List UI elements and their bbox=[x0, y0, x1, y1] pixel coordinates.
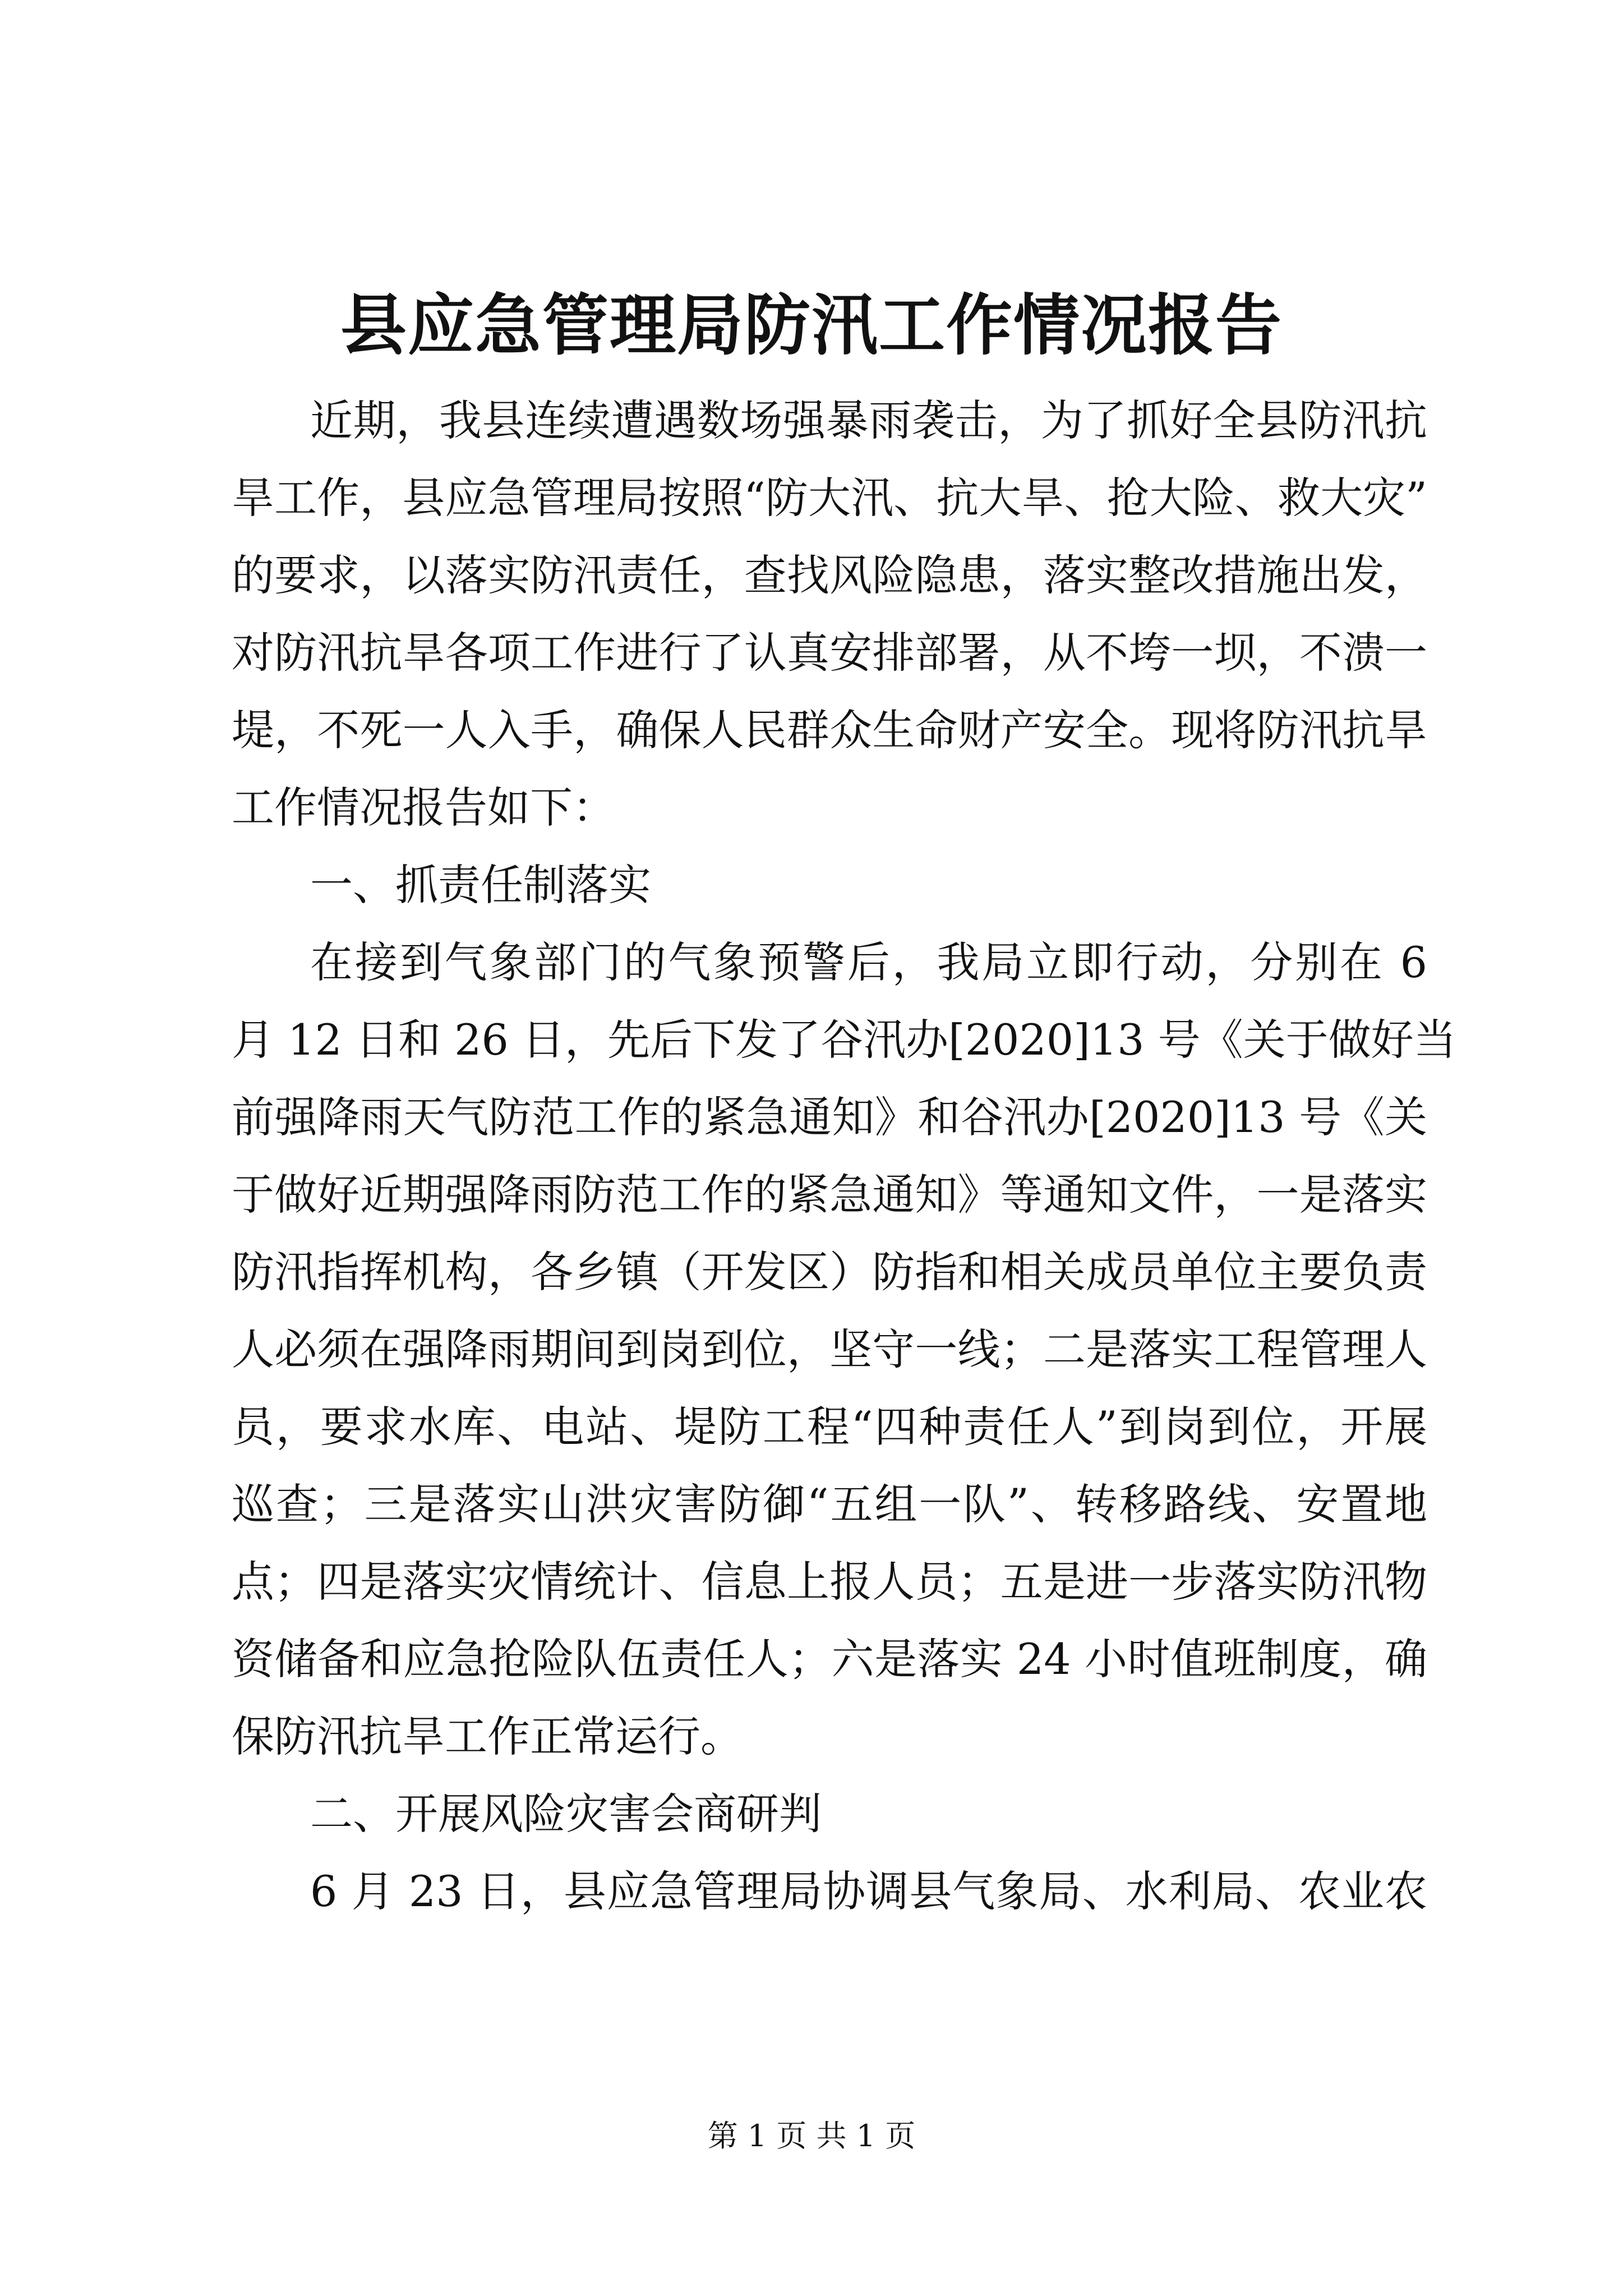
body-line: 员，要求水库、电站、堤防工程“四种责任人”到岗到位，开展 bbox=[232, 1402, 1427, 1452]
body-line: 的要求，以落实防汛责任，查找风险隐患，落实整改措施出发， bbox=[232, 550, 1427, 600]
body-line: 前强降雨天气防范工作的紧急通知》和谷汛办[2020]13 号《关 bbox=[232, 1092, 1427, 1142]
body-line: 6 月 23 日，县应急管理局协调县气象局、水利局、农业农 bbox=[310, 1866, 1427, 1916]
section-heading: 二、开展风险灾害会商研判 bbox=[310, 1789, 822, 1839]
document-title: 县应急管理局防汛工作情况报告 bbox=[340, 286, 1283, 364]
body-line: 资储备和应急抢险队伍责任人；六是落实 24 小时值班制度，确 bbox=[232, 1634, 1427, 1684]
section-heading: 一、抓责任制落实 bbox=[310, 860, 651, 910]
body-line: 堤，不死一人入手，确保人民群众生命财产安全。现将防汛抗旱 bbox=[232, 705, 1427, 755]
page-footer: 第 1 页 共 1 页 bbox=[707, 2118, 916, 2154]
body-line: 巡查；三是落实山洪灾害防御“五组一队”、转移路线、安置地 bbox=[232, 1479, 1427, 1529]
body-line: 旱工作，县应急管理局按照“防大汛、抗大旱、抢大险、救大灾” bbox=[232, 473, 1427, 523]
body-line: 人必须在强降雨期间到岗到位，坚守一线；二是落实工程管理人 bbox=[232, 1324, 1427, 1374]
body-line: 月 12 日和 26 日，先后下发了谷汛办[2020]13 号《关于做好当 bbox=[232, 1015, 1456, 1065]
body-line: 工作情况报告如下： bbox=[232, 783, 615, 832]
body-line: 在接到气象部门的气象预警后，我局立即行动，分别在 6 bbox=[310, 937, 1427, 987]
body-line: 保防汛抗旱工作正常运行。 bbox=[232, 1711, 743, 1761]
body-line: 防汛指挥机构，各乡镇（开发区）防指和相关成员单位主要负责 bbox=[232, 1247, 1427, 1297]
body-line: 于做好近期强降雨防范工作的紧急通知》等通知文件，一是落实 bbox=[232, 1170, 1427, 1220]
body-line: 近期，我县连续遭遇数场强暴雨袭击，为了抓好全县防汛抗 bbox=[310, 395, 1427, 445]
body-line: 点；四是落实灾情统计、信息上报人员；五是进一步落实防汛物 bbox=[232, 1557, 1427, 1607]
body-line: 对防汛抗旱各项工作进行了认真安排部署，从不垮一坝，不溃一 bbox=[232, 628, 1427, 678]
